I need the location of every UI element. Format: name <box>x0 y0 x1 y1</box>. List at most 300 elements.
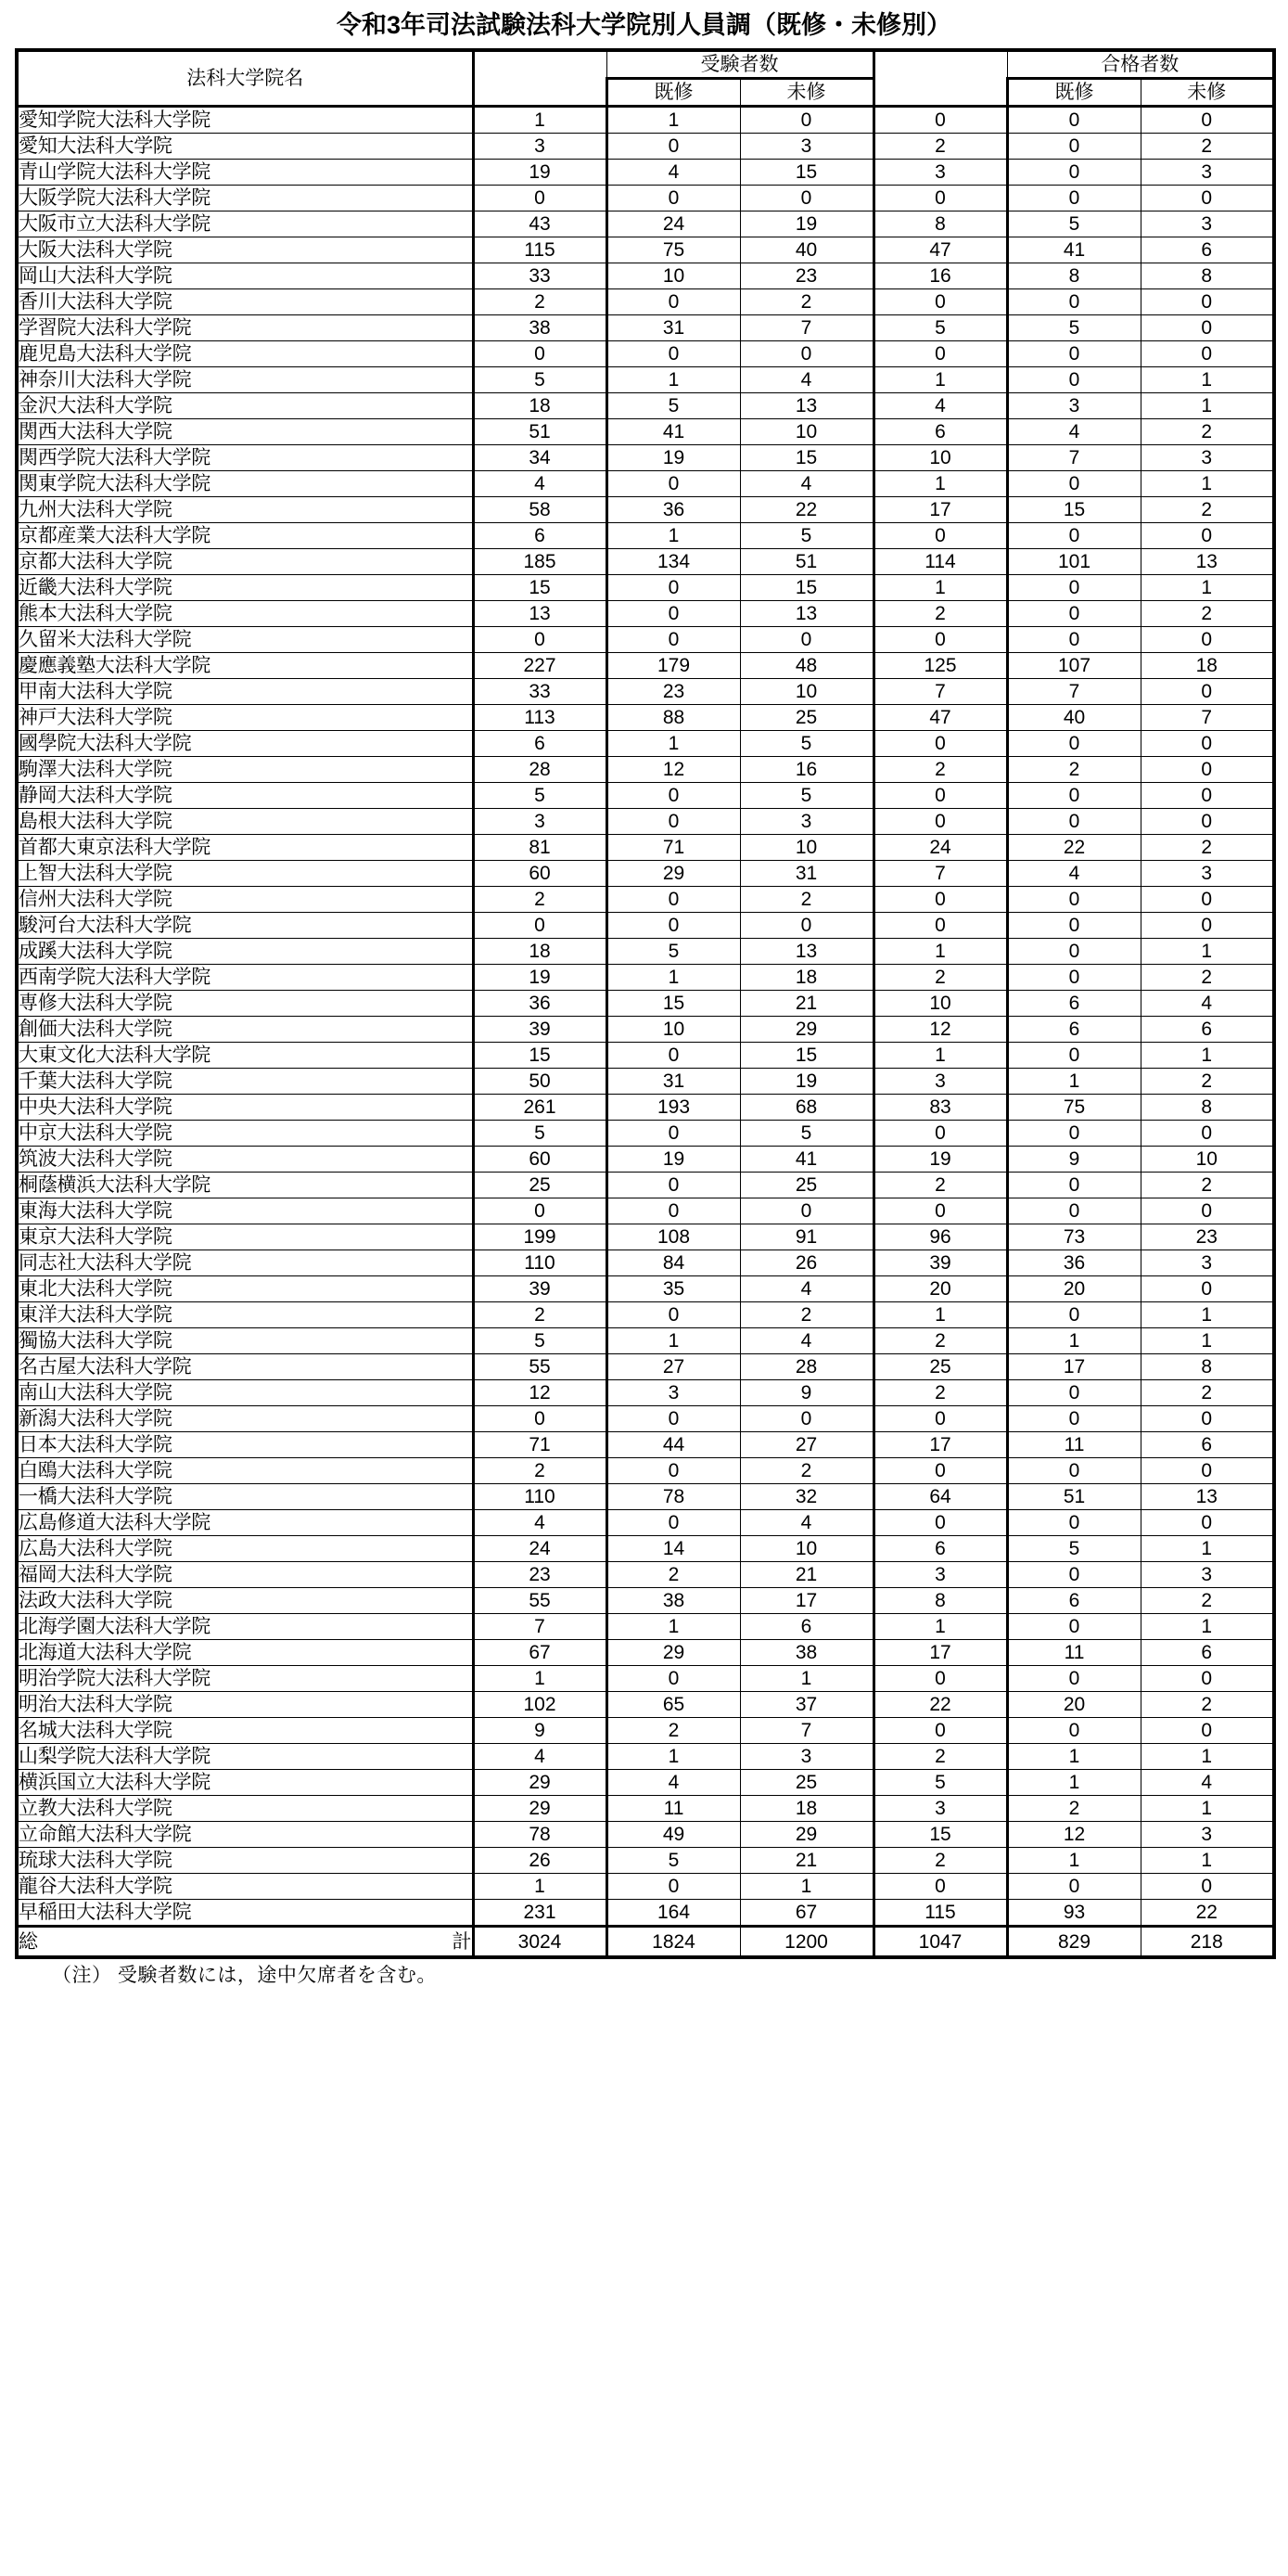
table-row <box>17 211 1274 237</box>
cell-examinees-total: 231 <box>473 1900 606 1927</box>
cell-examinees-mishu: 28 <box>740 1354 874 1380</box>
table-row <box>17 134 1274 160</box>
cell-examinees-mishu: 4 <box>740 1328 874 1354</box>
cell-passers-mishu: 4 <box>1141 991 1274 1017</box>
cell-passers-mishu: 8 <box>1141 1354 1274 1380</box>
cell-examinees-mishu: 10 <box>740 835 874 861</box>
cell-passers-mishu: 10 <box>1141 1147 1274 1173</box>
cell-examinees-total: 2 <box>473 1302 606 1328</box>
cell-examinees-mishu: 4 <box>740 1276 874 1302</box>
table-row <box>17 1147 1274 1173</box>
total-examinees-kishu: 1824 <box>606 1927 740 1958</box>
cell-examinees-mishu: 7 <box>740 315 874 341</box>
cell-school-name: 東洋大法科大学院 <box>17 1302 473 1328</box>
cell-examinees-total: 0 <box>473 1406 606 1432</box>
cell-passers-mishu: 13 <box>1141 549 1274 575</box>
total-passers-total: 1047 <box>874 1927 1007 1958</box>
cell-passers-mishu: 6 <box>1141 1017 1274 1043</box>
cell-examinees-kishu: 0 <box>606 887 740 913</box>
cell-passers-mishu: 0 <box>1141 289 1274 315</box>
cell-passers-kishu: 0 <box>1007 160 1141 186</box>
cell-passers-total: 15 <box>874 1822 1007 1848</box>
cell-passers-kishu: 0 <box>1007 1406 1141 1432</box>
cell-examinees-kishu: 1 <box>606 731 740 757</box>
cell-school-name: 愛知大法科大学院 <box>17 134 473 160</box>
cell-passers-total: 0 <box>874 289 1007 315</box>
cell-examinees-mishu: 6 <box>740 1614 874 1640</box>
table-row <box>17 367 1274 393</box>
cell-passers-kishu: 0 <box>1007 1173 1141 1198</box>
cell-examinees-total: 25 <box>473 1173 606 1198</box>
cell-school-name: 広島修道大法科大学院 <box>17 1510 473 1536</box>
cell-passers-kishu: 101 <box>1007 549 1141 575</box>
cell-passers-kishu: 0 <box>1007 1043 1141 1069</box>
cell-passers-mishu: 8 <box>1141 1095 1274 1121</box>
cell-passers-total: 115 <box>874 1900 1007 1927</box>
cell-examinees-mishu: 10 <box>740 1536 874 1562</box>
table-row <box>17 419 1274 445</box>
cell-passers-kishu: 75 <box>1007 1095 1141 1121</box>
cell-examinees-kishu: 35 <box>606 1276 740 1302</box>
cell-passers-mishu: 0 <box>1141 1276 1274 1302</box>
cell-examinees-mishu: 5 <box>740 783 874 809</box>
cell-passers-mishu: 2 <box>1141 835 1274 861</box>
cell-examinees-mishu: 15 <box>740 160 874 186</box>
cell-examinees-total: 15 <box>473 1043 606 1069</box>
cell-passers-mishu: 2 <box>1141 965 1274 991</box>
cell-passers-kishu: 0 <box>1007 186 1141 211</box>
cell-examinees-total: 28 <box>473 757 606 783</box>
cell-passers-total: 3 <box>874 160 1007 186</box>
cell-examinees-kishu: 108 <box>606 1224 740 1250</box>
cell-passers-mishu: 1 <box>1141 1614 1274 1640</box>
cell-school-name: 金沢大法科大学院 <box>17 393 473 419</box>
cell-passers-mishu: 6 <box>1141 1432 1274 1458</box>
cell-passers-total: 2 <box>874 1744 1007 1770</box>
cell-passers-kishu: 1 <box>1007 1069 1141 1095</box>
cell-school-name: 成蹊大法科大学院 <box>17 939 473 965</box>
cell-passers-kishu: 0 <box>1007 1614 1141 1640</box>
cell-passers-total: 2 <box>874 757 1007 783</box>
cell-examinees-mishu: 0 <box>740 913 874 939</box>
cell-examinees-mishu: 91 <box>740 1224 874 1250</box>
cell-examinees-mishu: 4 <box>740 471 874 497</box>
cell-examinees-mishu: 17 <box>740 1588 874 1614</box>
cell-passers-total: 47 <box>874 705 1007 731</box>
cell-examinees-kishu: 0 <box>606 1043 740 1069</box>
table-row <box>17 1198 1274 1224</box>
cell-examinees-mishu: 5 <box>740 1121 874 1147</box>
cell-passers-total: 1 <box>874 367 1007 393</box>
table-row <box>17 1458 1274 1484</box>
cell-examinees-mishu: 4 <box>740 367 874 393</box>
total-row-label <box>17 1927 473 1958</box>
table-row <box>17 341 1274 367</box>
cell-examinees-mishu: 25 <box>740 1770 874 1796</box>
cell-passers-total: 6 <box>874 419 1007 445</box>
cell-passers-mishu: 0 <box>1141 679 1274 705</box>
cell-examinees-total: 1 <box>473 1874 606 1900</box>
cell-school-name: 静岡大法科大学院 <box>17 783 473 809</box>
cell-passers-total: 39 <box>874 1250 1007 1276</box>
cell-passers-kishu: 0 <box>1007 1666 1141 1692</box>
cell-passers-kishu: 0 <box>1007 1458 1141 1484</box>
cell-school-name: 南山大法科大学院 <box>17 1380 473 1406</box>
table-row <box>17 991 1274 1017</box>
cell-school-name: 広島大法科大学院 <box>17 1536 473 1562</box>
cell-examinees-kishu: 12 <box>606 757 740 783</box>
table-row <box>17 1250 1274 1276</box>
cell-examinees-mishu: 4 <box>740 1510 874 1536</box>
law-school-statistics-table <box>15 48 1276 1959</box>
cell-examinees-kishu: 134 <box>606 549 740 575</box>
cell-passers-mishu: 4 <box>1141 1770 1274 1796</box>
cell-passers-kishu: 0 <box>1007 1510 1141 1536</box>
table-row <box>17 1822 1274 1848</box>
cell-examinees-mishu: 21 <box>740 1562 874 1588</box>
cell-examinees-total: 55 <box>473 1588 606 1614</box>
cell-examinees-kishu: 44 <box>606 1432 740 1458</box>
cell-school-name: 関西大法科大学院 <box>17 419 473 445</box>
cell-school-name: 横浜国立大法科大学院 <box>17 1770 473 1796</box>
cell-examinees-kishu: 4 <box>606 1770 740 1796</box>
cell-passers-kishu: 0 <box>1007 289 1141 315</box>
table-body <box>17 107 1274 1927</box>
cell-examinees-mishu: 0 <box>740 1198 874 1224</box>
cell-examinees-kishu: 15 <box>606 991 740 1017</box>
cell-passers-kishu: 7 <box>1007 679 1141 705</box>
cell-passers-total: 24 <box>874 835 1007 861</box>
cell-passers-total: 17 <box>874 1432 1007 1458</box>
cell-examinees-kishu: 29 <box>606 1640 740 1666</box>
cell-school-name: 九州大法科大学院 <box>17 497 473 523</box>
cell-passers-total: 0 <box>874 731 1007 757</box>
cell-passers-kishu: 6 <box>1007 991 1141 1017</box>
cell-passers-total: 2 <box>874 1848 1007 1874</box>
cell-school-name: 岡山大法科大学院 <box>17 263 473 289</box>
cell-passers-kishu: 0 <box>1007 783 1141 809</box>
cell-school-name: 近畿大法科大学院 <box>17 575 473 601</box>
cell-passers-kishu: 36 <box>1007 1250 1141 1276</box>
cell-passers-mishu: 18 <box>1141 653 1274 679</box>
cell-examinees-mishu: 5 <box>740 523 874 549</box>
column-header-examinees-total-blank <box>473 50 606 107</box>
cell-examinees-mishu: 40 <box>740 237 874 263</box>
cell-passers-mishu: 1 <box>1141 1536 1274 1562</box>
table-row <box>17 731 1274 757</box>
cell-passers-mishu: 1 <box>1141 575 1274 601</box>
cell-passers-mishu: 0 <box>1141 783 1274 809</box>
cell-school-name: 名城大法科大学院 <box>17 1718 473 1744</box>
cell-examinees-total: 58 <box>473 497 606 523</box>
table-row <box>17 783 1274 809</box>
cell-examinees-total: 0 <box>473 186 606 211</box>
table-row <box>17 627 1274 653</box>
table-row <box>17 1900 1274 1927</box>
cell-passers-total: 114 <box>874 549 1007 575</box>
cell-examinees-mishu: 3 <box>740 809 874 835</box>
cell-passers-total: 83 <box>874 1095 1007 1121</box>
cell-examinees-mishu: 13 <box>740 393 874 419</box>
cell-passers-total: 2 <box>874 1380 1007 1406</box>
table-row <box>17 1510 1274 1536</box>
cell-passers-mishu: 6 <box>1141 237 1274 263</box>
cell-examinees-kishu: 1 <box>606 1614 740 1640</box>
cell-passers-mishu: 1 <box>1141 1744 1274 1770</box>
cell-passers-mishu: 0 <box>1141 1874 1274 1900</box>
total-passers-kishu: 829 <box>1007 1927 1141 1958</box>
cell-examinees-kishu: 75 <box>606 237 740 263</box>
cell-passers-mishu: 3 <box>1141 160 1274 186</box>
cell-examinees-total: 23 <box>473 1562 606 1588</box>
cell-examinees-total: 15 <box>473 575 606 601</box>
cell-passers-kishu: 1 <box>1007 1744 1141 1770</box>
cell-passers-total: 1 <box>874 1043 1007 1069</box>
cell-passers-total: 17 <box>874 497 1007 523</box>
cell-passers-total: 96 <box>874 1224 1007 1250</box>
cell-passers-kishu: 0 <box>1007 939 1141 965</box>
cell-school-name: 山梨学院大法科大学院 <box>17 1744 473 1770</box>
table-row <box>17 1718 1274 1744</box>
cell-passers-total: 125 <box>874 653 1007 679</box>
cell-examinees-total: 5 <box>473 1121 606 1147</box>
cell-passers-total: 2 <box>874 134 1007 160</box>
cell-examinees-kishu: 0 <box>606 341 740 367</box>
cell-school-name: 首都大東京法科大学院 <box>17 835 473 861</box>
table-row <box>17 939 1274 965</box>
cell-examinees-kishu: 14 <box>606 1536 740 1562</box>
cell-examinees-total: 5 <box>473 783 606 809</box>
cell-examinees-total: 261 <box>473 1095 606 1121</box>
cell-passers-mishu: 0 <box>1141 315 1274 341</box>
cell-school-name: 京都産業大法科大学院 <box>17 523 473 549</box>
cell-passers-mishu: 0 <box>1141 1406 1274 1432</box>
cell-passers-mishu: 0 <box>1141 627 1274 653</box>
cell-passers-kishu: 0 <box>1007 965 1141 991</box>
column-header-examinees-kishu: 既修 <box>606 79 740 107</box>
column-header-passers-total-blank <box>874 50 1007 107</box>
cell-passers-mishu: 0 <box>1141 186 1274 211</box>
cell-passers-kishu: 0 <box>1007 627 1141 653</box>
table-row <box>17 1432 1274 1458</box>
cell-passers-mishu: 1 <box>1141 1302 1274 1328</box>
cell-examinees-total: 227 <box>473 653 606 679</box>
cell-examinees-total: 4 <box>473 471 606 497</box>
cell-examinees-kishu: 10 <box>606 263 740 289</box>
cell-passers-kishu: 1 <box>1007 1328 1141 1354</box>
cell-examinees-kishu: 78 <box>606 1484 740 1510</box>
column-header-examinees-group: 受験者数 <box>606 50 874 79</box>
cell-school-name: 大東文化大法科大学院 <box>17 1043 473 1069</box>
cell-examinees-mishu: 15 <box>740 445 874 471</box>
table-row <box>17 757 1274 783</box>
cell-examinees-mishu: 25 <box>740 705 874 731</box>
cell-school-name: 慶應義塾大法科大学院 <box>17 653 473 679</box>
cell-examinees-kishu: 38 <box>606 1588 740 1614</box>
cell-school-name: 京都大法科大学院 <box>17 549 473 575</box>
total-examinees-mishu: 1200 <box>740 1927 874 1958</box>
cell-examinees-kishu: 0 <box>606 1874 740 1900</box>
cell-passers-kishu: 0 <box>1007 1302 1141 1328</box>
cell-examinees-kishu: 84 <box>606 1250 740 1276</box>
cell-passers-kishu: 0 <box>1007 1198 1141 1224</box>
cell-school-name: 北海学園大法科大学院 <box>17 1614 473 1640</box>
cell-passers-kishu: 9 <box>1007 1147 1141 1173</box>
cell-passers-kishu: 0 <box>1007 341 1141 367</box>
table-row <box>17 263 1274 289</box>
cell-examinees-mishu: 5 <box>740 731 874 757</box>
cell-passers-kishu: 6 <box>1007 1017 1141 1043</box>
cell-examinees-total: 0 <box>473 627 606 653</box>
cell-school-name: 信州大法科大学院 <box>17 887 473 913</box>
table-row <box>17 160 1274 186</box>
cell-examinees-kishu: 0 <box>606 289 740 315</box>
cell-passers-mishu: 1 <box>1141 393 1274 419</box>
cell-passers-total: 0 <box>874 1718 1007 1744</box>
cell-passers-mishu: 0 <box>1141 1121 1274 1147</box>
cell-passers-kishu: 3 <box>1007 393 1141 419</box>
cell-examinees-kishu: 31 <box>606 1069 740 1095</box>
footnote: （注） 受験者数には，途中欠席者を含む。 <box>52 1965 437 1986</box>
cell-passers-kishu: 0 <box>1007 731 1141 757</box>
cell-examinees-total: 13 <box>473 601 606 627</box>
cell-examinees-total: 113 <box>473 705 606 731</box>
cell-examinees-mishu: 67 <box>740 1900 874 1927</box>
table-row <box>17 237 1274 263</box>
cell-examinees-kishu: 11 <box>606 1796 740 1822</box>
cell-passers-total: 0 <box>874 1458 1007 1484</box>
cell-examinees-total: 67 <box>473 1640 606 1666</box>
cell-passers-kishu: 5 <box>1007 315 1141 341</box>
cell-examinees-mishu: 19 <box>740 1069 874 1095</box>
cell-school-name: 熊本大法科大学院 <box>17 601 473 627</box>
cell-school-name: 上智大法科大学院 <box>17 861 473 887</box>
cell-examinees-total: 9 <box>473 1718 606 1744</box>
cell-passers-mishu: 0 <box>1141 757 1274 783</box>
cell-passers-mishu: 2 <box>1141 1173 1274 1198</box>
cell-examinees-kishu: 0 <box>606 471 740 497</box>
cell-examinees-mishu: 0 <box>740 1406 874 1432</box>
cell-passers-mishu: 3 <box>1141 211 1274 237</box>
table-row <box>17 1796 1274 1822</box>
cell-school-name: 一橋大法科大学院 <box>17 1484 473 1510</box>
cell-examinees-kishu: 19 <box>606 445 740 471</box>
cell-examinees-kishu: 0 <box>606 1121 740 1147</box>
cell-passers-total: 1 <box>874 1614 1007 1640</box>
cell-passers-total: 19 <box>874 1147 1007 1173</box>
cell-passers-total: 10 <box>874 445 1007 471</box>
cell-passers-mishu: 0 <box>1141 1718 1274 1744</box>
table-row <box>17 1588 1274 1614</box>
cell-school-name: 早稲田大法科大学院 <box>17 1900 473 1927</box>
cell-passers-total: 0 <box>874 809 1007 835</box>
cell-examinees-mishu: 10 <box>740 419 874 445</box>
table-row <box>17 1848 1274 1874</box>
cell-examinees-total: 26 <box>473 1848 606 1874</box>
cell-examinees-kishu: 1 <box>606 965 740 991</box>
cell-passers-kishu: 0 <box>1007 601 1141 627</box>
cell-passers-mishu: 7 <box>1141 705 1274 731</box>
cell-passers-mishu: 2 <box>1141 1692 1274 1718</box>
cell-passers-total: 0 <box>874 627 1007 653</box>
cell-school-name: 香川大法科大学院 <box>17 289 473 315</box>
cell-school-name: 島根大法科大学院 <box>17 809 473 835</box>
cell-examinees-total: 3 <box>473 134 606 160</box>
cell-school-name: 大阪学院大法科大学院 <box>17 186 473 211</box>
table-row <box>17 809 1274 835</box>
cell-passers-kishu: 0 <box>1007 1380 1141 1406</box>
cell-school-name: 専修大法科大学院 <box>17 991 473 1017</box>
cell-examinees-total: 18 <box>473 393 606 419</box>
cell-examinees-kishu: 193 <box>606 1095 740 1121</box>
total-label-left: 総 <box>19 1930 38 1953</box>
cell-passers-mishu: 0 <box>1141 107 1274 134</box>
cell-examinees-mishu: 16 <box>740 757 874 783</box>
page-title: 令和3年司法試験法科大学院別人員調（既修・未修別） <box>336 11 951 39</box>
cell-examinees-kishu: 0 <box>606 1666 740 1692</box>
cell-examinees-mishu: 9 <box>740 1380 874 1406</box>
cell-examinees-total: 110 <box>473 1250 606 1276</box>
cell-passers-kishu: 0 <box>1007 367 1141 393</box>
cell-passers-kishu: 0 <box>1007 809 1141 835</box>
cell-examinees-mishu: 48 <box>740 653 874 679</box>
column-header-school-name: 法科大学院名 <box>17 50 473 107</box>
cell-school-name: 國學院大法科大学院 <box>17 731 473 757</box>
cell-examinees-mishu: 13 <box>740 939 874 965</box>
cell-examinees-mishu: 38 <box>740 1640 874 1666</box>
cell-examinees-total: 55 <box>473 1354 606 1380</box>
cell-school-name: 法政大法科大学院 <box>17 1588 473 1614</box>
table-header <box>17 50 1274 107</box>
cell-passers-total: 2 <box>874 965 1007 991</box>
cell-passers-kishu: 1 <box>1007 1848 1141 1874</box>
table-row <box>17 913 1274 939</box>
cell-examinees-mishu: 0 <box>740 627 874 653</box>
cell-examinees-kishu: 24 <box>606 211 740 237</box>
cell-passers-mishu: 1 <box>1141 939 1274 965</box>
table-row <box>17 861 1274 887</box>
cell-school-name: 神奈川大法科大学院 <box>17 367 473 393</box>
cell-passers-total: 20 <box>874 1276 1007 1302</box>
cell-school-name: 名古屋大法科大学院 <box>17 1354 473 1380</box>
cell-school-name: 同志社大法科大学院 <box>17 1250 473 1276</box>
cell-examinees-total: 38 <box>473 315 606 341</box>
cell-examinees-total: 6 <box>473 523 606 549</box>
cell-school-name: 千葉大法科大学院 <box>17 1069 473 1095</box>
cell-passers-kishu: 12 <box>1007 1822 1141 1848</box>
cell-passers-mishu: 2 <box>1141 601 1274 627</box>
cell-examinees-total: 19 <box>473 160 606 186</box>
total-passers-mishu: 218 <box>1141 1927 1274 1958</box>
table-row <box>17 107 1274 134</box>
table-row <box>17 315 1274 341</box>
cell-school-name: 関東学院大法科大学院 <box>17 471 473 497</box>
cell-passers-kishu: 73 <box>1007 1224 1141 1250</box>
cell-passers-mishu: 0 <box>1141 1198 1274 1224</box>
cell-passers-kishu: 0 <box>1007 134 1141 160</box>
cell-examinees-kishu: 0 <box>606 575 740 601</box>
cell-school-name: 立命館大法科大学院 <box>17 1822 473 1848</box>
cell-examinees-kishu: 19 <box>606 1147 740 1173</box>
cell-passers-total: 7 <box>874 679 1007 705</box>
cell-passers-total: 3 <box>874 1796 1007 1822</box>
table-row <box>17 1406 1274 1432</box>
cell-examinees-mishu: 23 <box>740 263 874 289</box>
cell-passers-total: 3 <box>874 1562 1007 1588</box>
cell-examinees-kishu: 0 <box>606 1302 740 1328</box>
cell-examinees-total: 33 <box>473 263 606 289</box>
cell-examinees-kishu: 71 <box>606 835 740 861</box>
